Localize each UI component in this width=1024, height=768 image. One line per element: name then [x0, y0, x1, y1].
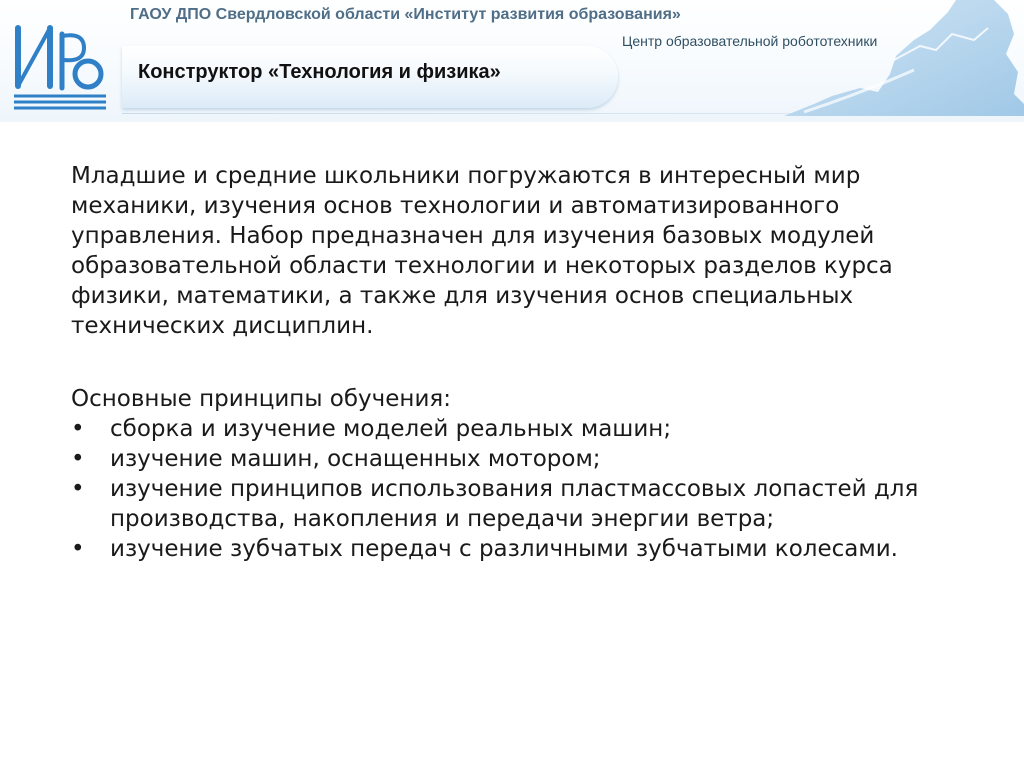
list-item [71, 534, 991, 564]
slide-body [71, 161, 991, 564]
bullet-icon: • [71, 446, 85, 472]
region-map-icon [744, 0, 1024, 116]
list-item-text: изучение принципов использования пластмассовых лопастей для производства, накопления и передачи энергии ветра; [110, 476, 919, 532]
principles-list [71, 414, 991, 564]
list-item-text: изучение машин, оснащенных мотором; [110, 446, 601, 472]
list-item-text: сборка и изучение моделей реальных машин; [110, 416, 672, 442]
iro-logo-icon [10, 14, 110, 114]
list-item [71, 444, 991, 474]
bullet-icon: • [71, 476, 85, 502]
organization-title: ГАОУ ДПО Свердловской области «Институт развития образования» [130, 6, 681, 23]
list-item [71, 474, 991, 534]
intro-paragraph: Младшие и средние школьники погружаются в интересный мир механики, изучения основ технологии и автоматизированного управления. Набор предназначен для изучения базовых модулей образовательной области технологии и некоторых разделов курса физики, математики, а также для изучения основ специальных технических дисциплин. [71, 163, 893, 339]
list-item-text: изучение зубчатых передач с различными зубчатыми колесами. [110, 536, 898, 562]
bullet-icon: • [71, 536, 85, 562]
bullet-icon: • [71, 416, 85, 442]
slide-title: Конструктор «Технология и физика» [138, 61, 501, 83]
list-item [71, 414, 991, 444]
center-title: Центр образовательной робототехники [622, 33, 878, 49]
principles-heading: Основные принципы обучения: [71, 386, 451, 412]
slide-header [0, 0, 1024, 122]
